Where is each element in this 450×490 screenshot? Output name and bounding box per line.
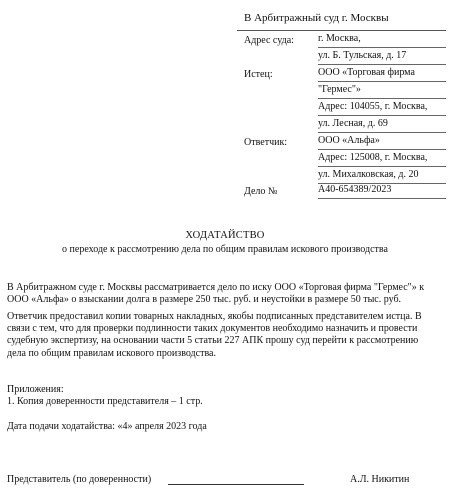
plaintiff-line: Адрес: 104055, г. Москва,: [318, 99, 446, 116]
text-line: Ответчик предоставил копии товарных накладных, якобы подписанных представителем истца. В: [7, 311, 422, 322]
defendant-value: [318, 133, 446, 184]
plaintiff-value: [318, 65, 446, 133]
text-line: ООО «Альфа» о взыскании долга в размере 250 тыс. руб. и неустойки в размере 50 тыс. руб.: [7, 294, 402, 306]
attachments-label: Приложения:: [7, 384, 64, 395]
attachments-section: [7, 384, 443, 408]
signature-name: А.Л. Никитин: [350, 474, 410, 485]
defendant-line: ул. Михалковская, д. 20: [318, 167, 446, 184]
document-title: ХОДАТАЙСТВО: [185, 230, 265, 241]
plaintiff-line: ул. Лесная, д. 69: [318, 116, 446, 133]
signature-role: Представитель (по доверенности): [7, 474, 152, 485]
defendant-line: ООО «Альфа»: [318, 133, 446, 150]
text-line: судебную экспертизу, на основании части 5 статьи 227 АПК прошу суд перейти к рассмотрению: [7, 335, 419, 347]
defendant-label: Ответчик:: [244, 137, 288, 148]
text-line: связи с тем, что для проверки подлинности таких документов необходимо назначить и провести: [7, 323, 418, 335]
body-paragraph-1: [7, 282, 443, 306]
plaintiff-label: Истец:: [244, 69, 273, 80]
signature-line: [168, 484, 304, 485]
court-address-line: ул. Б. Тульская, д. 17: [318, 48, 446, 65]
body-paragraph-2: [7, 311, 443, 360]
plaintiff-line: ООО «Торговая фирма: [318, 65, 446, 82]
text-line: дела по общим правилам искового производства.: [7, 347, 216, 359]
filing-date: Дата подачи ходатайства: «4» апреля 2023 года: [7, 421, 207, 432]
defendant-line: Адрес: 125008, г. Москва,: [318, 150, 446, 167]
attachment-item: 1. Копия доверенности представителя – 1 стр.: [7, 396, 203, 408]
plaintiff-line: "Гермес"»: [318, 82, 446, 99]
document-subtitle: о переходе к рассмотрению дела по общим правилам искового производства: [62, 244, 388, 255]
case-number: А40-654389/2023: [318, 182, 446, 199]
court-address-line: г. Москва,: [318, 31, 446, 48]
case-number-value: [318, 182, 446, 199]
court-name: В Арбитражный суд г. Москвы: [244, 12, 389, 24]
court-address-label: Адрес суда:: [244, 35, 294, 46]
court-address-value: [318, 31, 446, 65]
text-line: В Арбитражном суде г. Москвы рассматривается дело по иску ООО «Торговая фирма "Гермес"» к: [7, 282, 425, 293]
case-label: Дело №: [244, 186, 278, 197]
